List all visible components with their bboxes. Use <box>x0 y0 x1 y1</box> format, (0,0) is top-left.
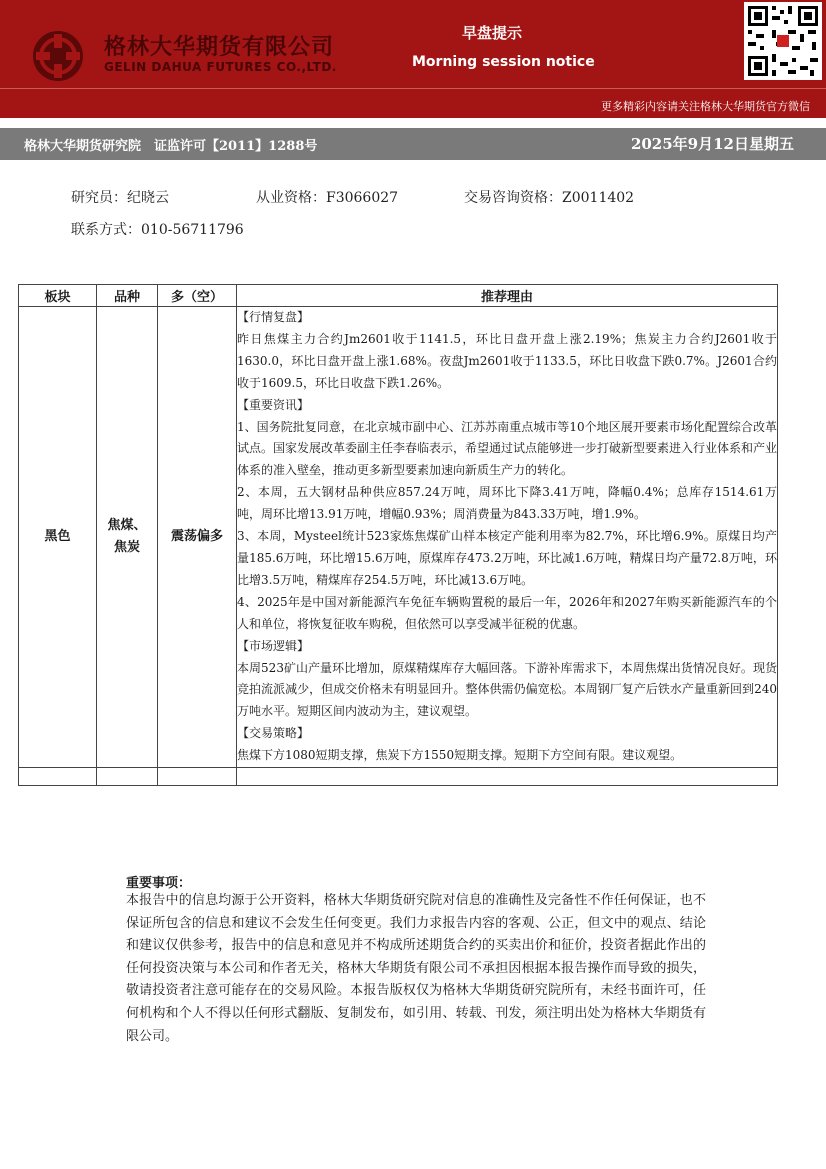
section-logic-title: 【市场逻辑】 <box>237 638 310 653</box>
report-type-en: Morning session notice <box>412 54 595 70</box>
consult-qualification: 交易咨询资格：Z0011402 <box>464 190 635 206</box>
header-banner <box>0 0 826 118</box>
direction-cell: 震荡偏多 <box>158 307 237 768</box>
table-row-empty <box>19 768 778 786</box>
header-variety: 品种 <box>97 285 158 307</box>
qualification: 从业资格：F3066027 <box>256 190 399 206</box>
wechat-qr-code-icon <box>744 2 822 80</box>
reason-cell <box>237 307 778 768</box>
company-name-cn: 格林大华期货有限公司 <box>104 35 335 60</box>
institute-license: 格林大华期货研究院 证监许可【2011】1288号 <box>24 139 318 154</box>
news-item-3: 3、本周，Mysteel统计523家炼焦煤矿山样本核定产能利用率为82.7%，环比增6.9%。原煤日均产量185.6万吨，环比增15.6万吨，原煤库存473.2万吨，环比减1.6万吨，精煤日均产量72.8万吨，环比增3.5万吨，精煤库存254.5万吨，环比减13.6万吨。 <box>237 529 777 587</box>
header-direction: 多（空） <box>158 285 237 307</box>
company-name-en: GELIN DAHUA FUTURES CO.,LTD. <box>104 60 337 74</box>
section-review-title: 【行情复盘】 <box>237 310 310 324</box>
section-news-title: 【重要资讯】 <box>237 397 310 412</box>
report-date: 2025年9月12日星期五 <box>630 135 794 153</box>
variety-line-1: 焦煤、 <box>107 518 147 534</box>
news-item-4: 4、2025年是中国对新能源汽车免征车辆购置税的最后一年，2026年和2027年购买新能源汽车的个人和单位，将恢复征收车购税，但依然可以享受减半征税的优惠。 <box>237 594 777 631</box>
sector-cell: 黑色 <box>19 307 97 768</box>
notice-title: 重要事项： <box>126 876 192 891</box>
report-type-cn: 早盘提示 <box>462 24 523 42</box>
header-reason: 推荐理由 <box>237 285 778 307</box>
company-logo-icon <box>32 30 84 82</box>
wechat-note: 更多精彩内容请关注格林大华期货官方微信 <box>601 100 810 113</box>
section-strategy-title: 【交易策略】 <box>237 726 310 741</box>
researcher: 研究员：纪晓云 <box>71 190 169 206</box>
notice-body: 本报告中的信息均源于公开资料，格林大华期货研究院对信息的准确性及完备性不作任何保证，也不保证所包含的信息和建议不会发生任何变更。我们力求报告内容的客观、公正，但文中的观点、结论和建议仅供参考，报告中的信息和意见并不构成所述期货合约的买卖出价和征价，投资者据此作出的任何投资决策与本公司和作者无关，格林大华期货有限公司不承担因根据本报告操作而导致的损失，敬请投资者注意可能存在的交易风险。本报告版权仅为格林大华期货研究院所有，未经书面许可，任何机构和个人不得以任何形式翻版、复制发布，如引用、转载、刊发，须注明出处为格林大华期货有限公司。 <box>126 893 706 1044</box>
variety-cell <box>97 307 158 768</box>
table-header-row <box>19 285 778 307</box>
section-review-text: 昨日焦煤主力合约Jm2601收于1141.5，环比日盘开盘上涨2.19%；焦炭主力合约J2601收于1630.0，环比日盘开盘上涨1.68%。夜盘Jm2601收于1133.5，环比日收盘下跌0.7%。J2601合约收于1609.5，环比日收盘下跌1.26%。 <box>237 331 777 390</box>
section-logic-text: 本周523矿山产量环比增加，原煤精煤库存大幅回落。下游补库需求下，本周焦煤出货情况良好。现货竞拍流派减少，但成交价格未有明显回升。整体供需仍偏宽松。本周钢厂复产后铁水产量重新回到240万吨水平。短期区间内波动为主，建议观望。 <box>237 660 777 719</box>
header-divider <box>0 88 826 89</box>
news-item-1: 1、国务院批复同意，在北京城市副中心、江苏苏南重点城市等10个地区展开要素市场化配置综合改革试点。国家发展改革委副主任李春临表示，希望通过试点能够进一步打破新型要素进入行业体系和产业体系的准入壁垒，推动更多新型要素加速向新质生产力的转化。 <box>237 419 778 478</box>
contact: 联系方式：010-56711796 <box>71 222 244 238</box>
recommendation-table <box>18 284 778 786</box>
section-strategy-text: 焦煤下方1080短期支撑，焦炭下方1550短期支撑。短期下方空间有限。建议观望。 <box>237 748 683 763</box>
variety-line-2: 焦炭 <box>113 540 140 556</box>
header-sector: 板块 <box>19 285 97 307</box>
table-row <box>19 307 778 768</box>
news-item-2: 2、本周，五大钢材品种供应857.24万吨，周环比下降3.41万吨，降幅0.4%；总库存1514.61万吨，周环比增13.91万吨，增幅0.93%；周消费量为843.33万吨，增1.9%。 <box>237 485 777 522</box>
sub-header-bar <box>0 128 826 160</box>
